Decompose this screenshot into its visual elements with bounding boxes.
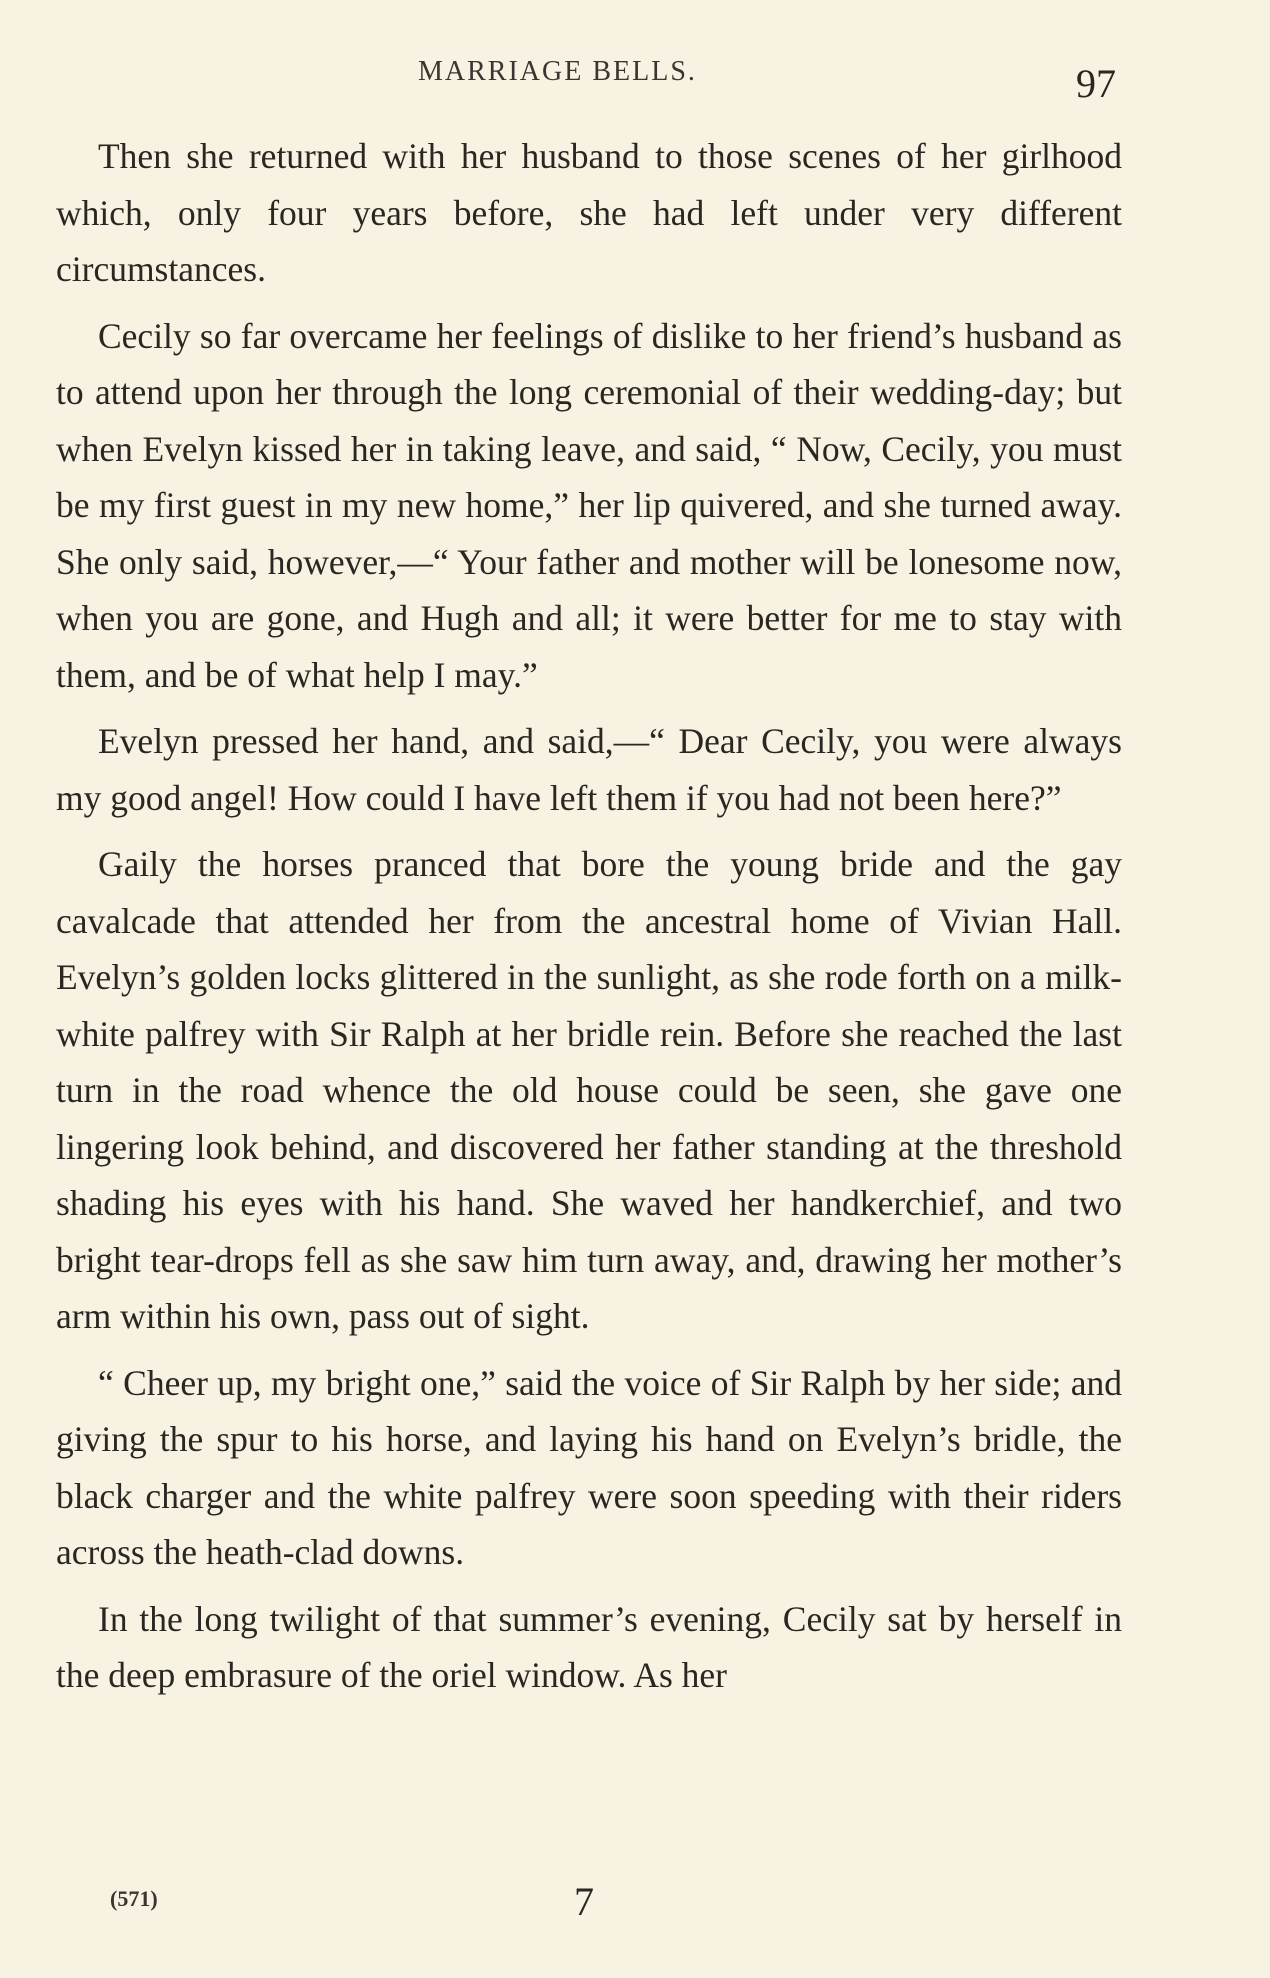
running-head: [0, 52, 1270, 106]
signature-mark: 7: [574, 1879, 594, 1924]
paragraph: Evelyn pressed her hand, and said,—“ Dear Cecily, you were always my good angel! How could I have left them if you had not been here?”: [56, 721, 1122, 818]
paragraph: Cecily so far overcame her feelings of dislike to her friend’s husband as to attend upon her through the long ceremonial of their wedding-day; but when Evelyn kissed her in taking leave, and said, “ Now, Cecily, you must be my first guest in my new home,” her lip quivered, and she turned away. She only said, however,—“ Your father and mother will be lonesome now, when you are gone, and Hugh and all; it were better for me to stay with them, and be of what help I may.”: [56, 315, 1122, 695]
page-footer: [0, 1872, 1270, 1952]
paragraph: In the long twilight of that summer’s evening, Cecily sat by herself in the deep embrasure of the oriel window. As her: [56, 1598, 1122, 1695]
paragraph: Then she returned with her husband to those scenes of her girlhood which, only four years before, she had left under very different circumstances.: [56, 136, 1122, 289]
printer-code: (571): [110, 1886, 158, 1911]
body-text: [56, 128, 1122, 1714]
page-number: 97: [1076, 61, 1116, 106]
paragraph: “ Cheer up, my bright one,” said the voice of Sir Ralph by her side; and giving the spur to his horse, and laying his hand on Evelyn’s bridle, the black charger and the white palfrey were soon speeding with their riders across the heath-clad downs.: [56, 1362, 1122, 1572]
paragraph: Gaily the horses pranced that bore the young bride and the gay cavalcade that attended her from the ancestral home of Vivian Hall. Evelyn’s golden locks glittered in the sunlight, as she rode forth on a milk-white palfrey with Sir Ralph at her bridle rein. Before she reached the last turn in the road whence the old house could be seen, she gave one lingering look behind, and discovered her father standing at the threshold shading his eyes with his hand. She waved her handkerchief, and two bright tear-drops fell as she saw him turn away, and, drawing her mother’s arm within his own, pass out of sight.: [56, 844, 1122, 1336]
running-title: MARRIAGE BELLS.: [418, 56, 697, 87]
